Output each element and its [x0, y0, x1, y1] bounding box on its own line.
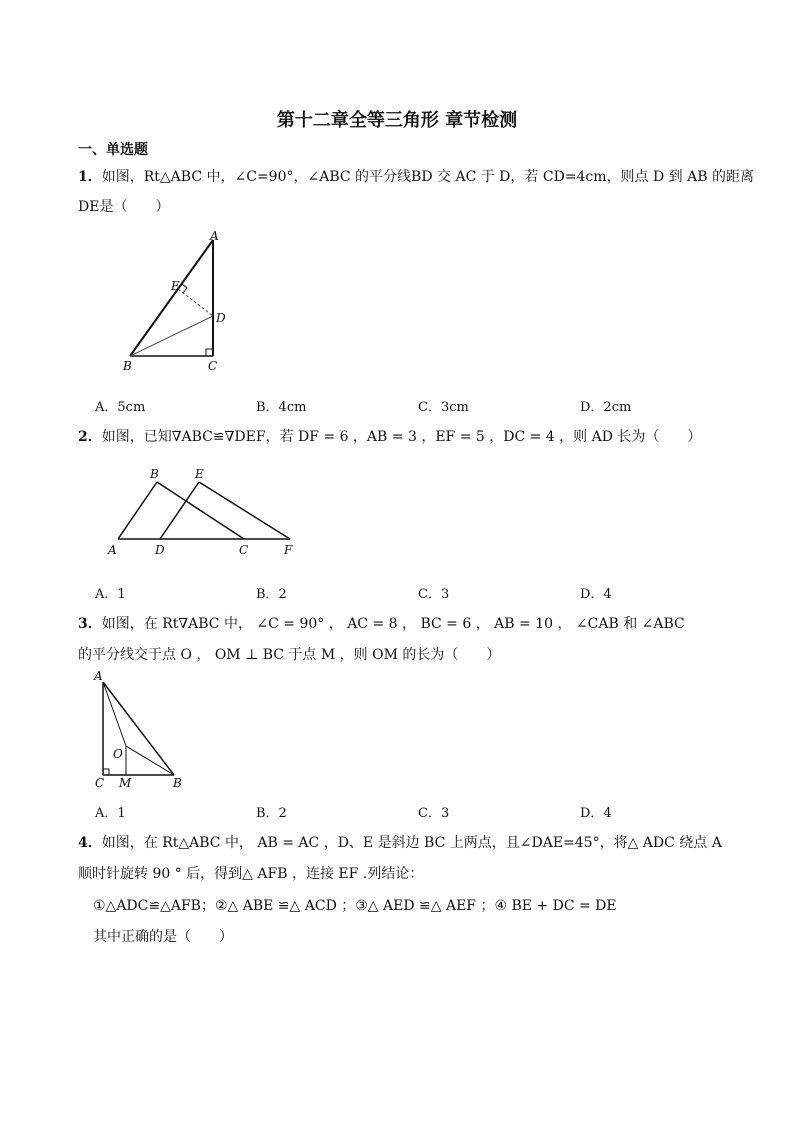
q3-figure — [88, 670, 198, 795]
q2-segment-ef — [199, 482, 290, 539]
q3-label-a: A — [94, 670, 103, 683]
q3-right-angle-c — [103, 769, 109, 775]
q1-option-a: A．5cm — [95, 400, 146, 415]
q3-text-line1: 如图，在 Rt∇ABC 中， ∠C = 90° ， AC = 8 ， BC = 6 ， AB = 10 ， ∠CAB 和 ∠ABC — [101, 616, 685, 632]
q1-text-line1: 如图，Rt△ABC 中，∠C=90°，∠ABC 的平分线BD 交 AC 于 D，若 CD=4cm，则点 D 到 AB 的距离 — [101, 169, 754, 185]
q2-line1 — [78, 426, 701, 446]
q4-text-line1: 如图，在 Rt△ABC 中， AB = AC ，D、E 是斜边 BC 上两点，且∠DAE=45°，将△ ADC 绕点 A — [101, 835, 722, 851]
q4-number: 4． — [78, 835, 102, 851]
q1-label-b: B — [123, 359, 132, 373]
q1-number: 1． — [78, 169, 102, 185]
q2-label-e: E — [195, 467, 204, 481]
q1-label-a: A — [210, 229, 219, 243]
q1-label-e: E — [171, 279, 180, 293]
q1-right-angle-c — [206, 349, 213, 356]
q3-label-o: O — [113, 747, 123, 761]
q2-option-c: C．3 — [418, 587, 450, 602]
q3-option-b: B．2 — [256, 806, 287, 821]
q2-figure — [100, 462, 310, 562]
q2-number: 2． — [78, 429, 102, 445]
q4-text-line2: 顺时针旋转 90 ° 后，得到△ AFB ，连接 EF .列结论： — [78, 866, 424, 882]
q3-number: 3． — [78, 616, 102, 632]
q3-option-d: D．4 — [580, 806, 612, 821]
q3-line1 — [78, 613, 685, 633]
q2-text-line1: 如图，已知∇ABC≌∇DEF，若 DF = 6 ，AB = 3 ，EF = 5 ，DC = 4 ，则 AD 长为（ ） — [101, 429, 702, 445]
q3-label-m: M — [119, 776, 132, 790]
q2-segment-bc — [157, 482, 244, 539]
q2-label-f: F — [284, 543, 293, 557]
q2-label-b: B — [150, 467, 159, 481]
q2-option-a: A．1 — [95, 587, 126, 602]
section-heading: 一、单选题 — [78, 142, 148, 158]
q3-option-c: C．3 — [418, 806, 450, 821]
q2-label-c: C — [239, 543, 249, 557]
q1-segment-ab — [130, 240, 213, 356]
q2-option-d: D．4 — [580, 587, 612, 602]
q4-line1 — [78, 832, 722, 852]
q3-text-line2: 的平分线交于点 O ， OM ⊥ BC 于点 M ，则 OM 的长为（ ） — [78, 647, 501, 663]
q3-segment-ab — [103, 682, 174, 775]
q3-option-a: A．1 — [95, 806, 126, 821]
q3-segment-ob — [126, 746, 174, 775]
q2-segment-de — [160, 482, 199, 539]
q3-segment-ao — [103, 682, 126, 746]
q1-line1 — [78, 166, 754, 186]
q3-label-c: C — [95, 776, 105, 790]
q1-label-c: C — [208, 359, 218, 373]
q2-label-a: A — [108, 543, 117, 557]
q1-figure — [115, 228, 235, 378]
q1-option-b: B．4cm — [256, 400, 307, 415]
q2-segment-ab — [118, 482, 157, 539]
q2-option-b: B．2 — [256, 587, 287, 602]
q1-label-d: D — [216, 311, 226, 325]
q2-label-d: D — [155, 543, 165, 557]
q3-label-b: B — [173, 776, 182, 790]
q1-option-c: C．3cm — [418, 400, 469, 415]
page-title: 第十二章全等三角形 章节检测 — [276, 110, 518, 131]
q1-option-d: D．2cm — [580, 400, 632, 415]
q4-text-line3: ①△ADC≌△AFB；②△ ABE ≌△ ACD ；③△ AED ≌△ AEF ；④ BE + DC = DE — [93, 898, 617, 914]
q1-right-angle-e — [182, 284, 187, 293]
q1-text-line2: DE是（ ） — [78, 199, 170, 215]
q1-segment-bd — [130, 316, 213, 356]
q4-text-line4: 其中正确的是（ ） — [93, 929, 233, 945]
